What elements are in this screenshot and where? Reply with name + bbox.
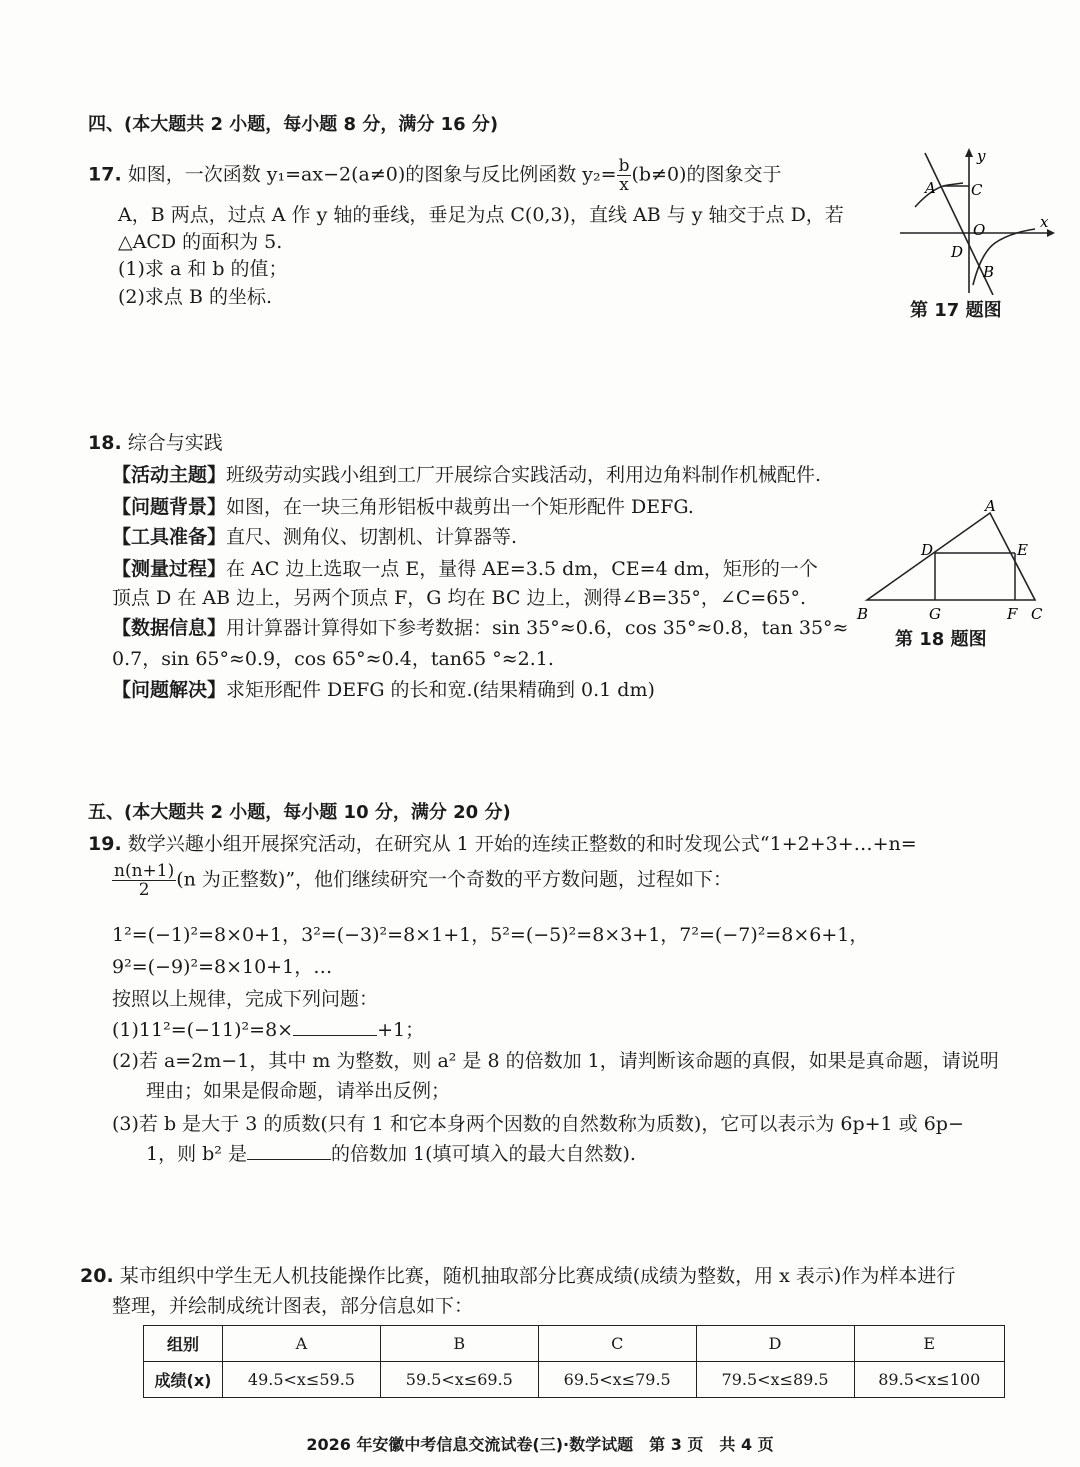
- q20-grade-table: [143, 1325, 1005, 1398]
- table-cell-range-c: 69.5<x≤79.5: [538, 1362, 696, 1398]
- q19-part-3-blank[interactable]: [247, 1141, 331, 1160]
- q18-solve: [112, 677, 655, 703]
- q19-line-2: [112, 862, 732, 899]
- q18-theme-tag: 【活动主题】: [112, 464, 227, 486]
- q17-figure: [895, 145, 1055, 295]
- q18-measure-2: 顶点 D 在 AB 边上，另两个顶点 F，G 均在 BC 边上，测得∠B=35°，∠C=65°.: [112, 587, 807, 609]
- q20-text-1: 某市组织中学生无人机技能操作比赛，随机抽取部分比赛成绩(成绩为整数，用 x 表示)作为样本进行: [119, 1265, 956, 1287]
- table-header-score: 成绩(x): [144, 1362, 223, 1398]
- q19-part-3-line-1: (3)若 b 是大于 3 的质数(只有 1 和它本身两个因数的自然数称为质数)，它可以表示为 6p+1 或 6p−: [112, 1113, 964, 1135]
- q18-measure-1: [112, 556, 818, 582]
- q17-text-1a: 如图，一次函数 y₁=ax−2(a≠0)的图象与反比例函数 y₂=: [127, 163, 617, 186]
- page-footer: 2026 年安徽中考信息交流试卷(三)·数学试题 第 3 页 共 4 页: [306, 1435, 774, 1454]
- q18-background-text: 如图，在一块三角形铝板中裁剪出一个矩形配件 DEFG.: [226, 496, 694, 518]
- q17-number: 17.: [88, 163, 122, 186]
- q17-line-1: [88, 157, 781, 194]
- q18-figure: [855, 495, 1050, 630]
- q17-part-1: (1)求 a 和 b 的值；: [118, 258, 288, 280]
- q18-number: 18.: [88, 432, 122, 454]
- q18-background-tag: 【问题背景】: [112, 496, 227, 518]
- q18-data-2: 0.7，sin 65°≈0.9，cos 65°≈0.4，tan65 °≈2.1.: [112, 648, 554, 670]
- table-cell-range-e: 89.5<x≤100: [854, 1362, 1005, 1398]
- q18-data-tag: 【数据信息】: [112, 617, 227, 639]
- label-c: C: [971, 181, 983, 199]
- section-5-title: 五、(本大题共 2 小题，每小题 10 分，满分 20 分): [88, 802, 511, 823]
- table-cell-group-e: E: [854, 1326, 1005, 1362]
- q19-text-2: (n 为正整数)”，他们继续研究一个奇数的平方数问题，过程如下：: [176, 868, 733, 891]
- q19-part-1a: (1)11²=(−11)²=8×: [112, 1019, 294, 1041]
- q18-tools-tag: 【工具准备】: [112, 526, 227, 548]
- q17-part-2: (2)求点 B 的坐标.: [118, 286, 272, 308]
- q18-figure-caption: 第 18 题图: [895, 629, 987, 650]
- q17-fraction: [617, 157, 632, 194]
- q20-line-2: 整理，并绘制成统计图表，部分信息如下：: [112, 1295, 474, 1317]
- q19-text-1: 数学兴趣小组开展探究活动，在研究从 1 开始的连续正整数的和时发现公式“1+2+3+…+n=: [127, 833, 917, 855]
- q19-part-3-line-2: [146, 1141, 636, 1167]
- q17-frac-den: x: [619, 175, 629, 195]
- q18-data-text-1: 用计算器计算得如下参考数据：sin 35°≈0.6，cos 35°≈0.8，tan 35°≈: [226, 617, 849, 639]
- table-cell-group-b: B: [380, 1326, 538, 1362]
- q18-tools-text: 直尺、测角仪、切割机、计算器等.: [226, 526, 518, 548]
- q18-theme-text: 班级劳动实践小组到工厂开展综合实践活动，利用边角料制作机械配件.: [226, 464, 822, 486]
- q19-part-3a: 1，则 b² 是: [146, 1143, 247, 1165]
- q18-title: 综合与实践: [127, 432, 223, 454]
- q19-part-2-line-1: (2)若 a=2m−1，其中 m 为整数，则 a² 是 8 的倍数加 1，请判断该命题的真假，如果是真命题，请说明: [112, 1050, 999, 1072]
- label-a: A: [985, 497, 996, 515]
- label-b: B: [857, 605, 869, 623]
- label-d: D: [921, 541, 934, 559]
- triangle-abc: [867, 513, 1035, 600]
- q17-line-2: A，B 两点，过点 A 作 y 轴的垂线，垂足为点 C(0,3)，直线 AB 与 y 轴交于点 D，若: [118, 204, 844, 226]
- table-row-groups: [144, 1326, 1005, 1362]
- table-cell-range-b: 59.5<x≤69.5: [380, 1362, 538, 1398]
- q17-frac-num: b: [618, 156, 630, 176]
- q18-data-1: [112, 615, 848, 641]
- q19-part-1: [112, 1017, 424, 1043]
- label-o: O: [973, 221, 986, 239]
- q18-background: [112, 494, 694, 520]
- table-header-group: 组别: [144, 1326, 223, 1362]
- q17-line-3: △ACD 的面积为 5.: [118, 231, 283, 253]
- q17-figure-caption: 第 17 题图: [910, 300, 1002, 321]
- label-a: A: [925, 179, 936, 197]
- table-cell-range-d: 79.5<x≤89.5: [696, 1362, 854, 1398]
- label-x: x: [1040, 213, 1049, 231]
- q19-part-1-blank[interactable]: [293, 1017, 377, 1036]
- q20-line-1: [80, 1263, 955, 1289]
- q18-solve-tag: 【问题解决】: [112, 679, 227, 701]
- table-cell-range-a: 49.5<x≤59.5: [223, 1362, 381, 1398]
- label-b: B: [983, 263, 995, 281]
- q18-theme: [112, 462, 821, 488]
- section-4-title: 四、(本大题共 2 小题，每小题 8 分，满分 16 分): [88, 114, 499, 135]
- q19-line-1: [88, 831, 917, 857]
- table-cell-group-d: D: [696, 1326, 854, 1362]
- q19-frac-num: n(n+1): [114, 861, 175, 881]
- label-c: C: [1031, 605, 1043, 623]
- q19-instruction: 按照以上规律，完成下列问题：: [112, 988, 379, 1010]
- q18-solve-text: 求矩形配件 DEFG 的长和宽.(结果精确到 0.1 dm): [226, 679, 655, 701]
- q18-measure-text-1: 在 AC 边上选取一点 E，量得 AE=3.5 dm，CE=4 dm，矩形的一个: [226, 558, 818, 580]
- y-axis-arrow: [965, 148, 973, 157]
- q19-part-1b: +1；: [377, 1019, 425, 1041]
- q19-fraction: [112, 862, 176, 899]
- table-cell-group-a: A: [223, 1326, 381, 1362]
- table-cell-group-c: C: [538, 1326, 696, 1362]
- label-d: D: [951, 243, 964, 261]
- label-e: E: [1017, 541, 1028, 559]
- q19-number: 19.: [88, 833, 122, 855]
- label-g: G: [929, 605, 941, 623]
- q20-number: 20.: [80, 1265, 114, 1287]
- q19-eq-1: 1²=(−1)²=8×0+1，3²=(−3)²=8×1+1，5²=(−5)²=8×3+1，7²=(−7)²=8×6+1，: [112, 924, 869, 946]
- table-row-scores: [144, 1362, 1005, 1398]
- q18-tools: [112, 524, 517, 550]
- q18-measure-tag: 【测量过程】: [112, 558, 227, 580]
- label-y: y: [977, 147, 986, 165]
- q19-eq-2: 9²=(−9)²=8×10+1，…: [112, 956, 333, 978]
- q19-part-3b: 的倍数加 1(填可填入的最大自然数).: [330, 1143, 636, 1165]
- q19-part-2-line-2: 理由；如果是假命题，请举出反例；: [146, 1080, 451, 1102]
- q19-frac-den: 2: [138, 880, 150, 900]
- q17-text-1b: (b≠0)的图象交于: [631, 163, 782, 186]
- label-f: F: [1007, 605, 1018, 623]
- q18-title-line: [88, 430, 223, 456]
